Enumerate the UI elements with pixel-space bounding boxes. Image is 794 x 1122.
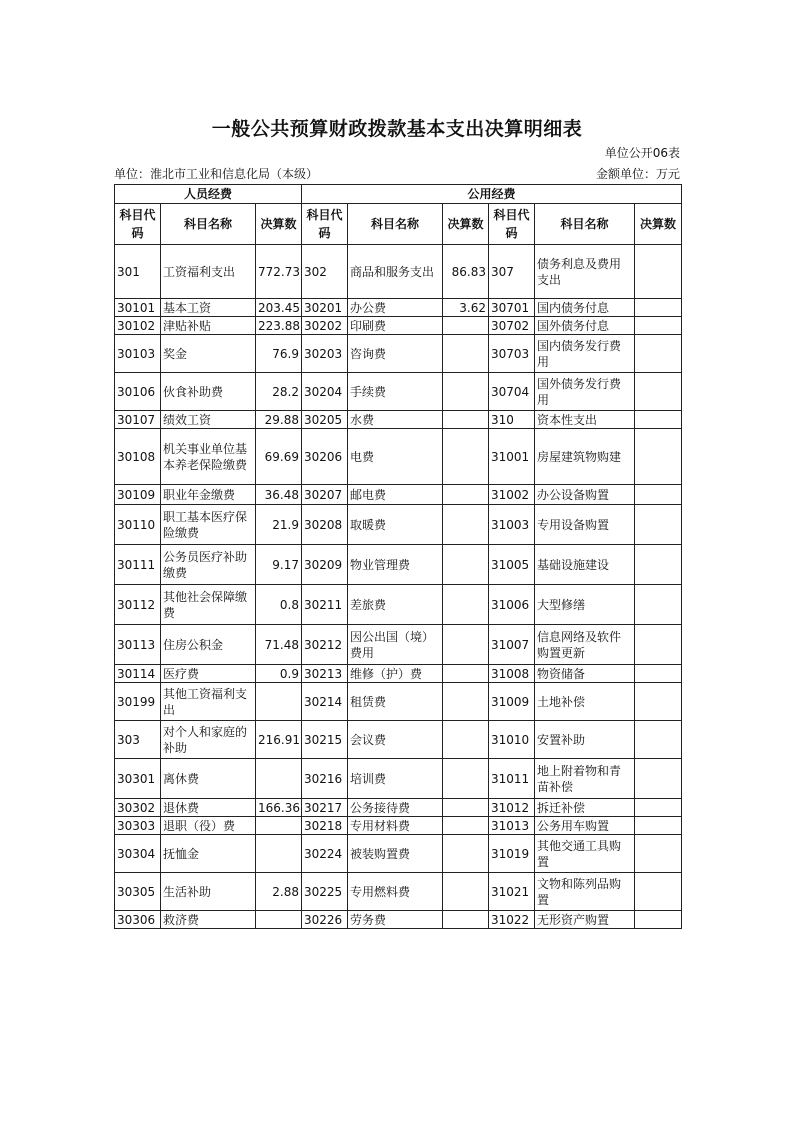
code-cell: 30224 xyxy=(302,835,348,873)
code-cell: 31019 xyxy=(489,835,535,873)
name-cell: 退职（役）费 xyxy=(161,817,256,835)
code-cell: 30202 xyxy=(302,317,348,335)
code-cell: 30110 xyxy=(115,505,161,545)
amount-header: 决算数 xyxy=(635,204,682,245)
table-row xyxy=(115,585,682,625)
code-cell: 31010 xyxy=(489,721,535,759)
amount-cell: 36.48 xyxy=(256,485,302,505)
amount-cell xyxy=(635,373,682,411)
amount-cell xyxy=(635,585,682,625)
amount-cell xyxy=(635,625,682,665)
code-cell: 31013 xyxy=(489,817,535,835)
name-cell: 咨询费 xyxy=(348,335,443,373)
name-cell: 其他社会保障缴费 xyxy=(161,585,256,625)
amount-cell xyxy=(443,545,489,585)
code-cell: 30305 xyxy=(115,873,161,911)
code-cell: 30304 xyxy=(115,835,161,873)
name-cell: 租赁费 xyxy=(348,683,443,721)
name-cell: 国内债务付息 xyxy=(535,299,635,317)
amount-cell xyxy=(635,683,682,721)
name-cell: 专用燃料费 xyxy=(348,873,443,911)
amount-cell xyxy=(256,759,302,799)
amount-cell xyxy=(635,429,682,485)
code-header: 科目代码 xyxy=(115,204,161,245)
code-cell: 31012 xyxy=(489,799,535,817)
name-cell: 邮电费 xyxy=(348,485,443,505)
code-cell: 31003 xyxy=(489,505,535,545)
code-cell: 30208 xyxy=(302,505,348,545)
name-header: 科目名称 xyxy=(161,204,256,245)
amount-cell: 223.88 xyxy=(256,317,302,335)
code-cell: 30216 xyxy=(302,759,348,799)
amount-cell: 71.48 xyxy=(256,625,302,665)
page-title: 一般公共预算财政拨款基本支出决算明细表 xyxy=(211,118,583,140)
code-cell: 30703 xyxy=(489,335,535,373)
code-cell: 31006 xyxy=(489,585,535,625)
table-number: 单位公开06表 xyxy=(604,146,680,160)
amount-cell xyxy=(443,911,489,929)
name-cell: 住房公积金 xyxy=(161,625,256,665)
code-cell: 303 xyxy=(115,721,161,759)
amount-cell xyxy=(256,911,302,929)
name-cell: 电费 xyxy=(348,429,443,485)
name-cell: 取暖费 xyxy=(348,505,443,545)
amount-unit-label: 金额单位：万元 xyxy=(595,167,680,181)
amount-cell: 21.9 xyxy=(256,505,302,545)
code-cell: 30109 xyxy=(115,485,161,505)
amount-cell: 28.2 xyxy=(256,373,302,411)
amount-cell xyxy=(635,299,682,317)
name-cell: 救济费 xyxy=(161,911,256,929)
table-row xyxy=(115,245,682,299)
code-cell: 30215 xyxy=(302,721,348,759)
amount-cell xyxy=(443,485,489,505)
code-cell: 30113 xyxy=(115,625,161,665)
amount-cell xyxy=(443,505,489,545)
code-cell: 30301 xyxy=(115,759,161,799)
amount-cell xyxy=(635,873,682,911)
name-cell: 差旅费 xyxy=(348,585,443,625)
table-row xyxy=(115,721,682,759)
code-cell: 31008 xyxy=(489,665,535,683)
code-cell: 301 xyxy=(115,245,161,299)
name-cell: 生活补助 xyxy=(161,873,256,911)
amount-cell: 3.62 xyxy=(443,299,489,317)
code-cell: 30106 xyxy=(115,373,161,411)
name-header: 科目名称 xyxy=(348,204,443,245)
name-cell: 其他交通工具购置 xyxy=(535,835,635,873)
code-cell: 30108 xyxy=(115,429,161,485)
name-cell: 劳务费 xyxy=(348,911,443,929)
name-cell: 基本工资 xyxy=(161,299,256,317)
code-cell: 30302 xyxy=(115,799,161,817)
public-header: 公用经费 xyxy=(302,185,682,204)
amount-cell xyxy=(443,317,489,335)
code-cell: 302 xyxy=(302,245,348,299)
code-cell: 30204 xyxy=(302,373,348,411)
name-cell: 会议费 xyxy=(348,721,443,759)
name-cell: 手续费 xyxy=(348,373,443,411)
table-row xyxy=(115,545,682,585)
table-row xyxy=(115,625,682,665)
table-row xyxy=(115,485,682,505)
expenditure-table xyxy=(114,184,682,929)
name-cell: 专用设备购置 xyxy=(535,505,635,545)
code-cell: 30225 xyxy=(302,873,348,911)
name-cell: 安置补助 xyxy=(535,721,635,759)
amount-cell: 0.9 xyxy=(256,665,302,683)
code-cell: 30114 xyxy=(115,665,161,683)
code-cell: 31007 xyxy=(489,625,535,665)
amount-cell xyxy=(635,245,682,299)
amount-cell xyxy=(443,373,489,411)
code-cell: 30201 xyxy=(302,299,348,317)
name-cell: 公务接待费 xyxy=(348,799,443,817)
code-header: 科目代码 xyxy=(302,204,348,245)
table-row xyxy=(115,335,682,373)
name-cell: 国外债务付息 xyxy=(535,317,635,335)
name-cell: 办公费 xyxy=(348,299,443,317)
amount-cell xyxy=(635,759,682,799)
name-cell: 医疗费 xyxy=(161,665,256,683)
name-cell: 职业年金缴费 xyxy=(161,485,256,505)
name-cell: 公务员医疗补助缴费 xyxy=(161,545,256,585)
name-cell: 地上附着物和青苗补偿 xyxy=(535,759,635,799)
table-row xyxy=(115,799,682,817)
name-cell: 培训费 xyxy=(348,759,443,799)
name-cell: 抚恤金 xyxy=(161,835,256,873)
code-cell: 30211 xyxy=(302,585,348,625)
code-cell: 30217 xyxy=(302,799,348,817)
code-cell: 31022 xyxy=(489,911,535,929)
code-cell: 30103 xyxy=(115,335,161,373)
code-cell: 30102 xyxy=(115,317,161,335)
amount-cell xyxy=(443,873,489,911)
code-cell: 31001 xyxy=(489,429,535,485)
amount-cell xyxy=(443,625,489,665)
table-row xyxy=(115,665,682,683)
amount-header: 决算数 xyxy=(443,204,489,245)
code-cell: 30303 xyxy=(115,817,161,835)
name-cell: 因公出国（境）费用 xyxy=(348,625,443,665)
name-cell: 职工基本医疗保险缴费 xyxy=(161,505,256,545)
code-cell: 30203 xyxy=(302,335,348,373)
amount-cell: 203.45 xyxy=(256,299,302,317)
name-cell: 债务利息及费用支出 xyxy=(535,245,635,299)
code-cell: 30112 xyxy=(115,585,161,625)
table-row xyxy=(115,411,682,429)
code-header: 科目代码 xyxy=(489,204,535,245)
code-cell: 30306 xyxy=(115,911,161,929)
name-cell: 其他工资福利支出 xyxy=(161,683,256,721)
code-cell: 31002 xyxy=(489,485,535,505)
code-cell: 31009 xyxy=(489,683,535,721)
table-row xyxy=(115,911,682,929)
amount-cell xyxy=(635,335,682,373)
name-cell: 房屋建筑物购建 xyxy=(535,429,635,485)
name-cell: 无形资产购置 xyxy=(535,911,635,929)
name-cell: 退休费 xyxy=(161,799,256,817)
amount-cell xyxy=(635,505,682,545)
table-row xyxy=(115,835,682,873)
amount-header: 决算数 xyxy=(256,204,302,245)
amount-cell: 2.88 xyxy=(256,873,302,911)
code-cell: 30206 xyxy=(302,429,348,485)
amount-cell xyxy=(635,721,682,759)
name-cell: 文物和陈列品购置 xyxy=(535,873,635,911)
name-cell: 物业管理费 xyxy=(348,545,443,585)
unit-label: 单位：淮北市工业和信息化局（本级） xyxy=(114,167,319,181)
amount-cell: 86.83 xyxy=(443,245,489,299)
code-cell: 30214 xyxy=(302,683,348,721)
code-cell: 30212 xyxy=(302,625,348,665)
amount-cell: 9.17 xyxy=(256,545,302,585)
amount-cell: 76.9 xyxy=(256,335,302,373)
name-cell: 信息网络及软件购置更新 xyxy=(535,625,635,665)
table-row xyxy=(115,299,682,317)
name-cell: 伙食补助费 xyxy=(161,373,256,411)
amount-cell xyxy=(443,683,489,721)
name-cell: 印刷费 xyxy=(348,317,443,335)
table-row xyxy=(115,683,682,721)
name-cell: 绩效工资 xyxy=(161,411,256,429)
amount-cell xyxy=(635,799,682,817)
amount-cell xyxy=(443,835,489,873)
code-cell: 310 xyxy=(489,411,535,429)
code-cell: 30111 xyxy=(115,545,161,585)
code-cell: 30701 xyxy=(489,299,535,317)
code-cell: 30213 xyxy=(302,665,348,683)
table-row xyxy=(115,429,682,485)
personnel-header: 人员经费 xyxy=(115,185,302,204)
amount-cell: 29.88 xyxy=(256,411,302,429)
name-cell: 对个人和家庭的补助 xyxy=(161,721,256,759)
amount-cell xyxy=(635,411,682,429)
code-cell: 31005 xyxy=(489,545,535,585)
name-cell: 被装购置费 xyxy=(348,835,443,873)
table-row xyxy=(115,317,682,335)
code-cell: 30209 xyxy=(302,545,348,585)
table-row xyxy=(115,873,682,911)
name-cell: 办公设备购置 xyxy=(535,485,635,505)
name-cell: 离休费 xyxy=(161,759,256,799)
amount-cell xyxy=(443,817,489,835)
table-row xyxy=(115,373,682,411)
name-cell: 奖金 xyxy=(161,335,256,373)
amount-cell xyxy=(635,317,682,335)
code-cell: 31011 xyxy=(489,759,535,799)
amount-cell xyxy=(256,817,302,835)
name-cell: 津贴补贴 xyxy=(161,317,256,335)
amount-cell xyxy=(635,817,682,835)
amount-cell xyxy=(443,335,489,373)
amount-cell xyxy=(635,485,682,505)
amount-cell xyxy=(443,411,489,429)
amount-cell: 166.36 xyxy=(256,799,302,817)
amount-cell xyxy=(256,835,302,873)
code-cell: 31021 xyxy=(489,873,535,911)
amount-cell: 0.8 xyxy=(256,585,302,625)
name-cell: 拆迁补偿 xyxy=(535,799,635,817)
code-cell: 30226 xyxy=(302,911,348,929)
name-cell: 基础设施建设 xyxy=(535,545,635,585)
code-cell: 30107 xyxy=(115,411,161,429)
amount-cell: 216.91 xyxy=(256,721,302,759)
name-cell: 公务用车购置 xyxy=(535,817,635,835)
code-cell: 30702 xyxy=(489,317,535,335)
code-cell: 30218 xyxy=(302,817,348,835)
name-cell: 维修（护）费 xyxy=(348,665,443,683)
name-cell: 工资福利支出 xyxy=(161,245,256,299)
amount-cell xyxy=(443,759,489,799)
amount-cell xyxy=(443,799,489,817)
table-row xyxy=(115,817,682,835)
amount-cell xyxy=(443,429,489,485)
amount-cell xyxy=(443,585,489,625)
table-row xyxy=(115,759,682,799)
table-body xyxy=(115,245,682,929)
name-cell: 专用材料费 xyxy=(348,817,443,835)
amount-cell xyxy=(635,835,682,873)
name-cell: 国外债务发行费用 xyxy=(535,373,635,411)
name-cell: 资本性支出 xyxy=(535,411,635,429)
amount-cell: 69.69 xyxy=(256,429,302,485)
code-cell: 307 xyxy=(489,245,535,299)
code-cell: 30199 xyxy=(115,683,161,721)
name-cell: 水费 xyxy=(348,411,443,429)
name-cell: 国内债务发行费用 xyxy=(535,335,635,373)
amount-cell xyxy=(635,545,682,585)
code-cell: 30205 xyxy=(302,411,348,429)
table-row xyxy=(115,505,682,545)
name-header: 科目名称 xyxy=(535,204,635,245)
amount-cell xyxy=(635,665,682,683)
name-cell: 大型修缮 xyxy=(535,585,635,625)
code-cell: 30101 xyxy=(115,299,161,317)
amount-cell xyxy=(635,911,682,929)
amount-cell xyxy=(256,683,302,721)
name-cell: 商品和服务支出 xyxy=(348,245,443,299)
name-cell: 物资储备 xyxy=(535,665,635,683)
amount-cell: 772.73 xyxy=(256,245,302,299)
amount-cell xyxy=(443,721,489,759)
name-cell: 机关事业单位基本养老保险缴费 xyxy=(161,429,256,485)
name-cell: 土地补偿 xyxy=(535,683,635,721)
code-cell: 30207 xyxy=(302,485,348,505)
amount-cell xyxy=(443,665,489,683)
code-cell: 30704 xyxy=(489,373,535,411)
